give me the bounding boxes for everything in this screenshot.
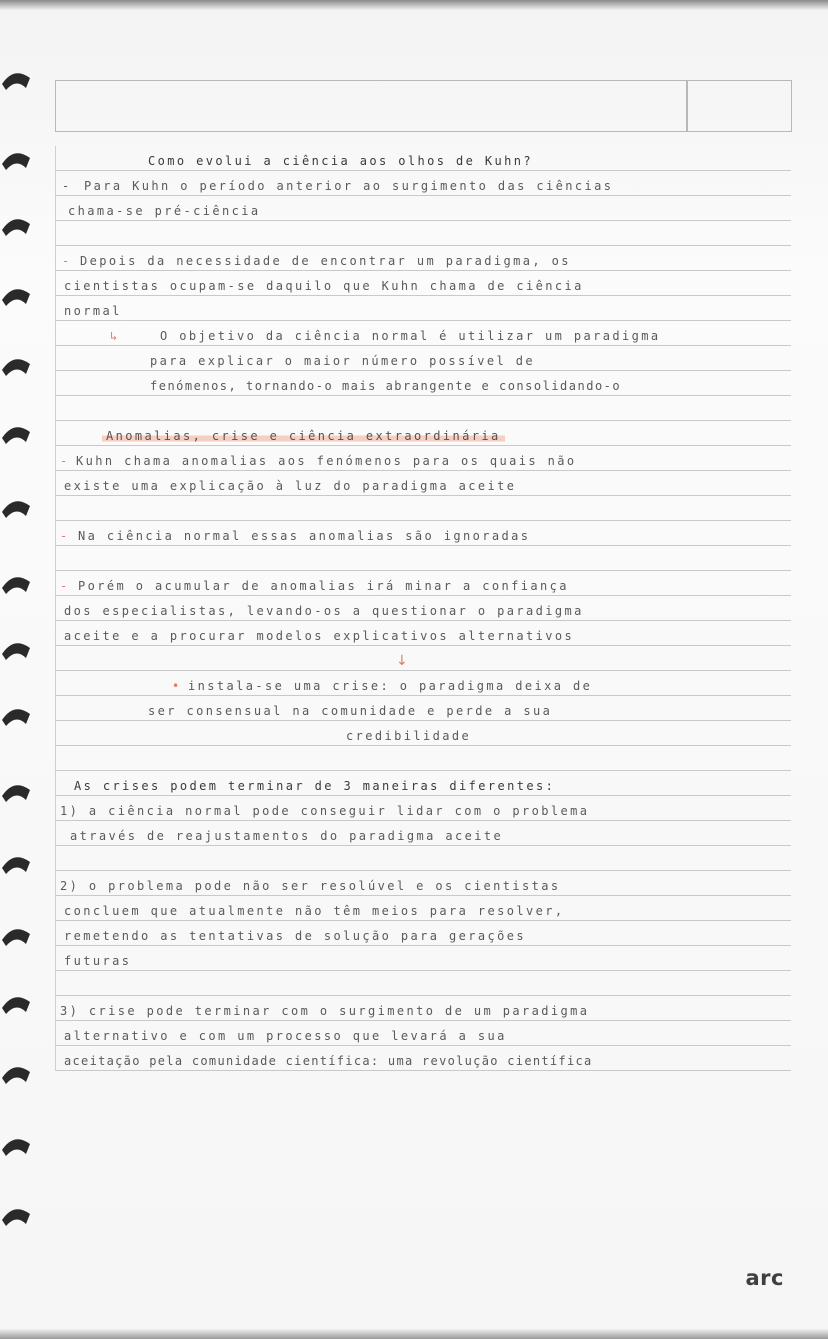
ruled-line <box>56 246 791 271</box>
header-box <box>55 80 792 132</box>
section-title: Anomalias, crise e ciência extraordinária <box>102 429 505 443</box>
note-text: Na ciência normal essas anomalias são ignoradas <box>78 529 531 543</box>
ruled-line <box>56 946 791 971</box>
bullet-marker: - <box>60 579 70 593</box>
binder-ring-icon <box>0 1132 34 1164</box>
ruled-line <box>56 896 791 921</box>
note-text: futuras <box>64 954 132 968</box>
bullet-marker: - <box>62 254 72 268</box>
bullet-marker: - <box>62 179 72 193</box>
ruled-line <box>56 146 791 171</box>
binder-ring-icon <box>0 494 34 526</box>
note-text: dos especialistas, levando-os a questionar o paradigma <box>64 604 584 618</box>
bullet-marker: - <box>60 454 70 468</box>
binder-ring-icon <box>0 990 34 1022</box>
page-top-edge <box>0 0 828 10</box>
note-text: para explicar o maior número possível de <box>150 354 535 368</box>
binder-ring-icon <box>0 212 34 244</box>
ruled-line <box>56 996 791 1021</box>
ruled-line <box>56 871 791 896</box>
ruled-line <box>56 671 791 696</box>
arrow-icon: ↳ <box>110 329 120 343</box>
binder-ring-icon <box>0 702 34 734</box>
note-text: instala-se uma crise: o paradigma deixa de <box>188 679 593 693</box>
ruled-line <box>56 371 791 396</box>
binder-ring-icon <box>0 850 34 882</box>
note-text: As crises podem terminar de 3 maneiras diferentes: <box>74 779 556 793</box>
notes-content <box>55 146 791 1071</box>
ruled-line <box>56 296 791 321</box>
ruled-line <box>56 746 791 771</box>
ruled-line <box>56 846 791 871</box>
ruled-line <box>56 571 791 596</box>
ruled-line <box>56 971 791 996</box>
ruled-line <box>56 271 791 296</box>
ruled-line <box>56 771 791 796</box>
binder-ring-icon <box>0 922 34 954</box>
ruled-line <box>56 921 791 946</box>
note-text: 2) o problema pode não ser resolúvel e os cientistas <box>60 879 561 893</box>
ruled-line <box>56 596 791 621</box>
ruled-line <box>56 796 791 821</box>
note-text: alternativo e com um processo que levará a sua <box>64 1029 507 1043</box>
ruled-line <box>56 721 791 746</box>
ruled-line <box>56 1021 791 1046</box>
ruled-line <box>56 521 791 546</box>
binder-ring-icon <box>0 282 34 314</box>
note-text: Porém o acumular de anomalias irá minar a confiança <box>78 579 569 593</box>
page-bottom-edge <box>0 1329 828 1339</box>
binder-ring-icon <box>0 636 34 668</box>
note-text: Para Kuhn o período anterior ao surgimento das ciências <box>84 179 614 193</box>
note-text: Kuhn chama anomalias aos fenómenos para os quais não <box>76 454 577 468</box>
ruled-line <box>56 346 791 371</box>
note-text: 1) a ciência normal pode conseguir lidar com o problema <box>60 804 590 818</box>
note-text: fenómenos, tornando-o mais abrangente e consolidando-o <box>150 379 622 393</box>
note-text: O objetivo da ciência normal é utilizar um paradigma <box>160 329 661 343</box>
ruled-line <box>56 1046 791 1071</box>
note-text: existe uma explicação à luz do paradigma aceite <box>64 479 517 493</box>
note-text: concluem que atualmente não têm meios para resolver, <box>64 904 565 918</box>
binder-ring-icon <box>0 570 34 602</box>
binder-rings <box>0 0 40 1339</box>
ruled-line <box>56 471 791 496</box>
note-text: cientistas ocupam-se daquilo que Kuhn chama de ciência <box>64 279 584 293</box>
note-text: remetendo as tentativas de solução para gerações <box>64 929 526 943</box>
note-text: chama-se pré-ciência <box>68 204 261 218</box>
note-text: aceite e a procurar modelos explicativos alternativos <box>64 629 575 643</box>
ruled-line <box>56 646 791 671</box>
bullet-marker: • <box>172 679 182 693</box>
ruled-line <box>56 421 791 446</box>
ruled-line <box>56 396 791 421</box>
section-title: Como evolui a ciência aos olhos de Kuhn? <box>148 154 533 168</box>
note-text: Depois da necessidade de encontrar um paradigma, os <box>80 254 571 268</box>
down-arrow-icon: ↓ <box>396 653 408 669</box>
binder-ring-icon <box>0 420 34 452</box>
binder-ring-icon <box>0 352 34 384</box>
ruled-line <box>56 821 791 846</box>
binder-ring-icon <box>0 146 34 178</box>
binder-ring-icon <box>0 1060 34 1092</box>
ruled-line <box>56 621 791 646</box>
note-text: através de reajustamentos do paradigma aceite <box>70 829 504 843</box>
note-text: ser consensual na comunidade e perde a sua <box>148 704 553 718</box>
ruled-line <box>56 171 791 196</box>
note-text: normal <box>64 304 122 318</box>
bullet-marker: - <box>60 529 70 543</box>
note-text: aceitação pela comunidade científica: uma revolução científica <box>64 1054 593 1068</box>
ruled-line <box>56 446 791 471</box>
ruled-line <box>56 696 791 721</box>
note-text: credibilidade <box>346 729 472 743</box>
binder-ring-icon <box>0 1202 34 1234</box>
binder-ring-icon <box>0 778 34 810</box>
ruled-line <box>56 321 791 346</box>
arc-logo: arc <box>745 1266 784 1290</box>
ruled-line <box>56 196 791 221</box>
ruled-line <box>56 546 791 571</box>
header-divider <box>686 80 688 132</box>
ruled-line <box>56 496 791 521</box>
binder-ring-icon <box>0 66 34 98</box>
ruled-line <box>56 221 791 246</box>
note-text: 3) crise pode terminar com o surgimento de um paradigma <box>60 1004 590 1018</box>
